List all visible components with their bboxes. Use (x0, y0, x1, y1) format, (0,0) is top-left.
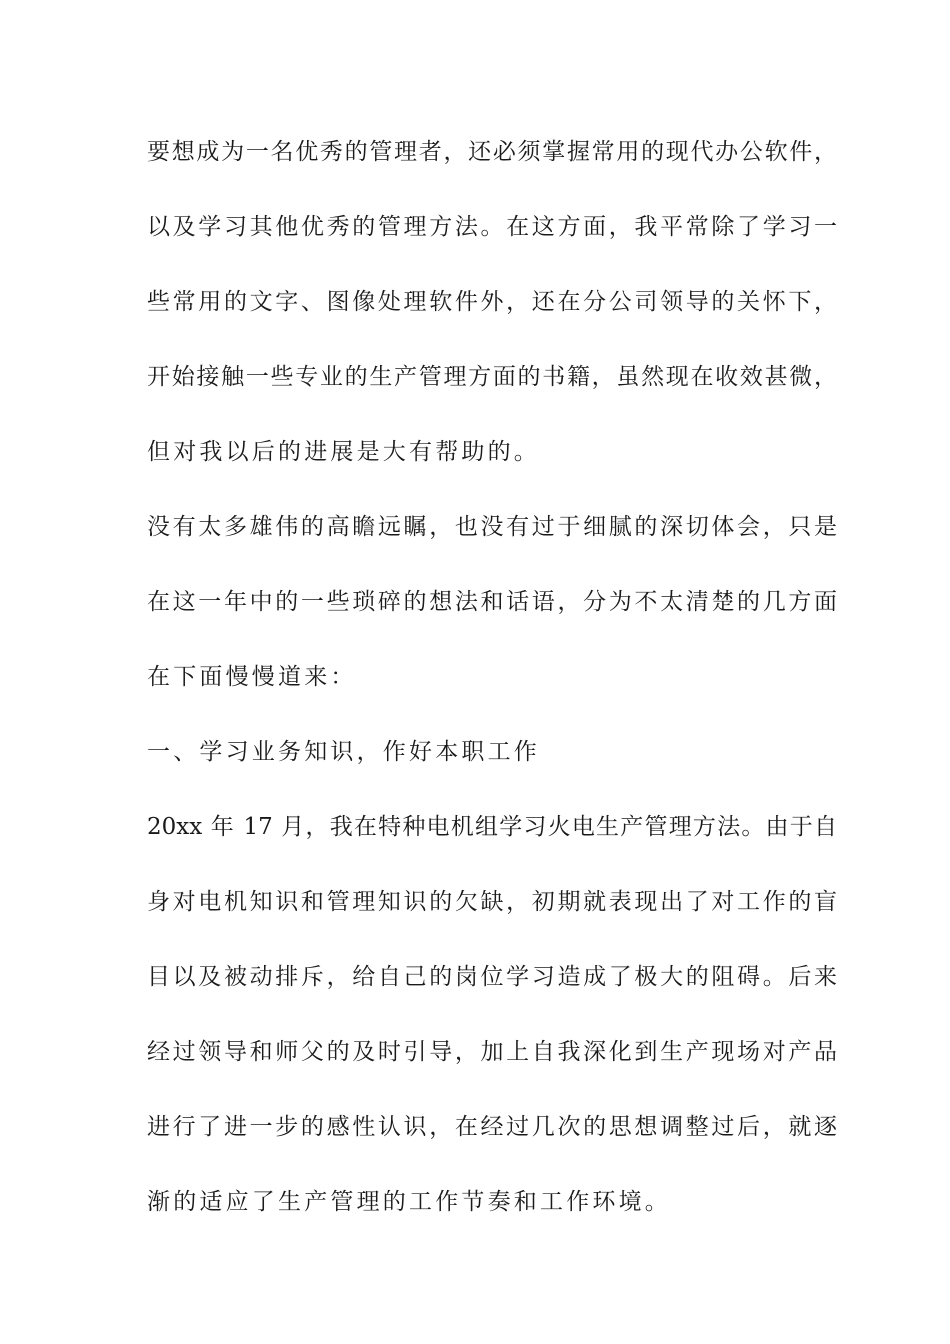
text-line-11: 身对电机知识和管理知识的欠缺，初期就表现出了对工作的盲 (147, 889, 837, 915)
document-body (147, 128, 837, 1253)
section-heading: 一、学习业务知识，作好本职工作 (147, 739, 540, 765)
text-line-12: 目以及被动排斥，给自己的岗位学习造成了极大的阻碍。后来 (147, 964, 837, 990)
text-line-1: 要想成为一名优秀的管理者，还必须掌握常用的现代办公软件， (147, 139, 837, 165)
text-line-14: 进行了进一步的感性认识，在经过几次的思想调整过后，就逐 (147, 1114, 837, 1140)
text-line-7: 在这一年中的一些琐碎的想法和话语，分为不太清楚的几方面 (147, 589, 837, 615)
text-line-2: 以及学习其他优秀的管理方法。在这方面，我平常除了学习一 (147, 214, 837, 240)
text-line-8: 在下面慢慢道来： (147, 664, 357, 690)
text-line-3: 些常用的文字、图像处理软件外，还在分公司领导的关怀下， (147, 289, 837, 315)
text-line-4: 开始接触一些专业的生产管理方面的书籍，虽然现在收效甚微， (147, 364, 837, 390)
text-line-5: 但对我以后的进展是大有帮助的。 (147, 439, 540, 465)
text-line-6: 没有太多雄伟的高瞻远瞩，也没有过于细腻的深切体会，只是 (147, 514, 837, 540)
text-line-13: 经过领导和师父的及时引导，加上自我深化到生产现场对产品 (147, 1039, 837, 1065)
text-line-15: 渐的适应了生产管理的工作节奏和工作环境。 (147, 1189, 671, 1215)
text-line-10: 20xx 年 17 月，我在特种电机组学习火电生产管理方法。由于自 (147, 814, 837, 840)
